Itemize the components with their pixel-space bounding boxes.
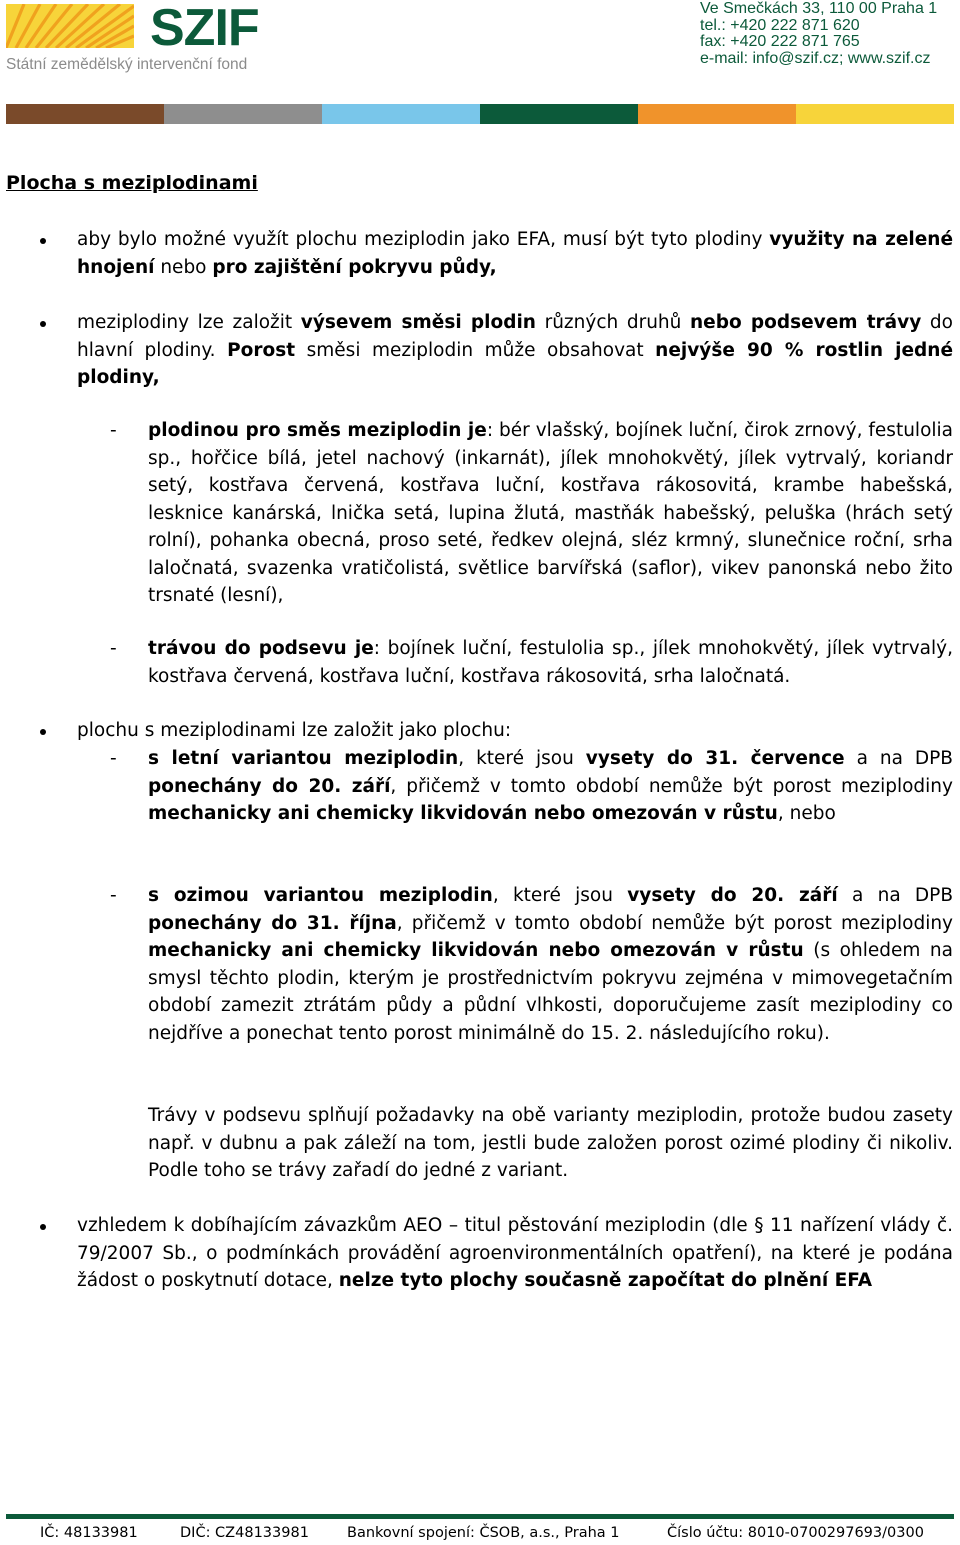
text: (s ohledem na smysl těchto plodin, kterým je prostřednictvím pokryvu zejména v mimovegetačním období zamezit ztrátám půdy a půdní vlhkosti, doporučujeme zasít meziplodiny co nejdříve a ponechat tento porost minimálně do 15. 2. následujícího roku). (148, 940, 953, 1044)
footer-dic: DIČ: CZ48133981 (180, 1525, 309, 1541)
text-strong: nelze tyto plochy současně započítat do plnění EFA (338, 1270, 873, 1291)
subitem-winter-variant (148, 882, 953, 1047)
text-strong: ponechány do 20. září (148, 775, 391, 797)
text: : bojínek luční, festulolia sp., jílek mnohokvětý, jílek vytrvalý, kostřava červená, kostřava luční, kostřava rákosovitá, srha laločnatá. (148, 638, 953, 687)
color-segment-lightblue (322, 104, 480, 124)
text: , přičemž v tomto období nemůže být porost meziplodiny (390, 775, 953, 797)
contact-email-web[interactable]: e-mail: info@szif.cz; www.szif.cz (700, 49, 931, 67)
logo-name: SZIF (150, 0, 259, 57)
bullet-aeo (77, 1212, 953, 1295)
text: vzhledem k dobíhajícím závazkům AEO – titul pěstování meziplodin (dle § 11 nařízení vlády č. 79/2007 Sb., o podmínkách provádění agroenvironmentálních opatření), na které je podána žádost o poskytnutí dotace, (77, 1215, 953, 1291)
text: nebo (154, 256, 213, 278)
text-strong: plodinou pro směs meziplodin je (148, 420, 487, 441)
bullet-icon (40, 1224, 46, 1230)
text-strong: pro zajištění pokryvu půdy, (212, 256, 497, 278)
color-segment-grey (164, 104, 322, 124)
footer (40, 1525, 940, 1541)
text-strong: vysety do 20. září (627, 885, 838, 906)
color-segment-yellow (796, 104, 954, 124)
bullet-icon (40, 321, 46, 327)
text: a na DPB (837, 885, 954, 906)
subitem-undersown-grass (148, 635, 953, 690)
bullet-establish (77, 717, 953, 745)
text-strong: trávou do podsevu je (148, 638, 374, 659)
page-title: Plocha s meziplodinami (6, 172, 258, 194)
footer-account: Číslo účtu: 8010-0700297693/0300 (667, 1525, 924, 1541)
text-strong: s letní variantou meziplodin (148, 748, 459, 769)
text-strong: Porost (227, 339, 296, 361)
dash-icon: - (110, 748, 117, 769)
text: , které jsou (458, 748, 586, 769)
color-segment-green (480, 104, 638, 124)
text: meziplodiny lze založit (77, 312, 301, 333)
subitem-summer-variant (148, 745, 953, 828)
text: do hlavní plodiny. (77, 312, 953, 361)
text: , které jsou (492, 885, 628, 906)
text-strong: s ozimou variantou meziplodin (148, 885, 493, 906)
text-strong: nejvýše 90 % rostlin jedné plodiny, (77, 339, 954, 388)
text-strong: využity na zelené hnojení (77, 229, 953, 278)
text: : bér vlašský, bojínek luční, čirok zrnový, festulolia sp., hořčice bílá, jetel nachový (inkarnát), jílek mnohokvětý, jílek vytrvalý, koriandr setý, kostřava červená, kostřava luční, kostřava rákosovitá, krambe habešská, lesknice kanárská, lnička setá, lupina žlutá, mastňák habešský, peluška (hrách setý rolní), pohanka obecná, proso seté, ředkev olejná, sléz krmný, slunečnice roční, srha laločnatá, svazenka vratičolistá, světlice barvířská (saflor), vikev panonská nebo žito trsnaté (lesní), (148, 420, 954, 606)
text-strong: mechanicky ani chemicky likvidován nebo omezován v růstu (148, 803, 778, 824)
text: , přičemž v tomto období nemůže být porost meziplodiny (396, 912, 954, 934)
text-strong: výsevem směsi plodin (300, 312, 536, 333)
text-strong: vysety do 31. července (585, 748, 845, 769)
bullet-icon (40, 238, 46, 244)
color-segment-orange (638, 104, 796, 124)
footer-divider (6, 1514, 954, 1519)
text: , nebo (777, 803, 836, 824)
bullet-sowing (77, 309, 953, 392)
footer-ic: IČ: 48133981 (40, 1525, 138, 1541)
text: různých druhů (535, 312, 691, 333)
dash-icon: - (110, 420, 117, 441)
szif-logo (6, 0, 276, 76)
text: plochu s meziplodinami lze založit jako plochu: (77, 720, 512, 741)
contact-address: Ve Smečkách 33, 110 00 Praha 1 (700, 0, 938, 17)
bullet-efa-use (77, 226, 953, 281)
text: a na DPB (844, 748, 953, 769)
text: směsi meziplodin může obsahovat (295, 339, 656, 361)
color-segment-brown (6, 104, 164, 124)
header-color-bar (6, 104, 954, 124)
dash-icon: - (110, 885, 117, 906)
contact-block (700, 1, 952, 67)
footer-bank: Bankovní spojení: ČSOB, a.s., Praha 1 (347, 1525, 620, 1541)
bullet-icon (40, 729, 46, 735)
logo-subtitle: Státní zemědělský intervenční fond (6, 56, 248, 73)
text: aby bylo možné využít plochu meziplodin jako EFA, musí být tyto plodiny (77, 229, 770, 250)
contact-phone: tel.: +420 222 871 620 (700, 16, 860, 34)
text-strong: ponechány do 31. října (148, 912, 397, 934)
contact-fax: fax: +420 222 871 765 (700, 33, 860, 50)
field-stripes-icon (6, 4, 134, 48)
dash-icon: - (110, 638, 117, 659)
note-grass-variants: Trávy v podsevu splňují požadavky na obě varianty meziplodin, protože budou zasety např. v dubnu a pak záleží na tom, jestli bude založen porost ozimé plodiny či nikoliv. Podle toho se trávy zařadí do jedné z variant. (148, 1105, 953, 1181)
text-strong: mechanicky ani chemicky likvidován nebo omezován v růstu (148, 940, 804, 961)
subitem-crop-mix (148, 417, 953, 610)
text-strong: nebo podsevem trávy (690, 312, 922, 333)
